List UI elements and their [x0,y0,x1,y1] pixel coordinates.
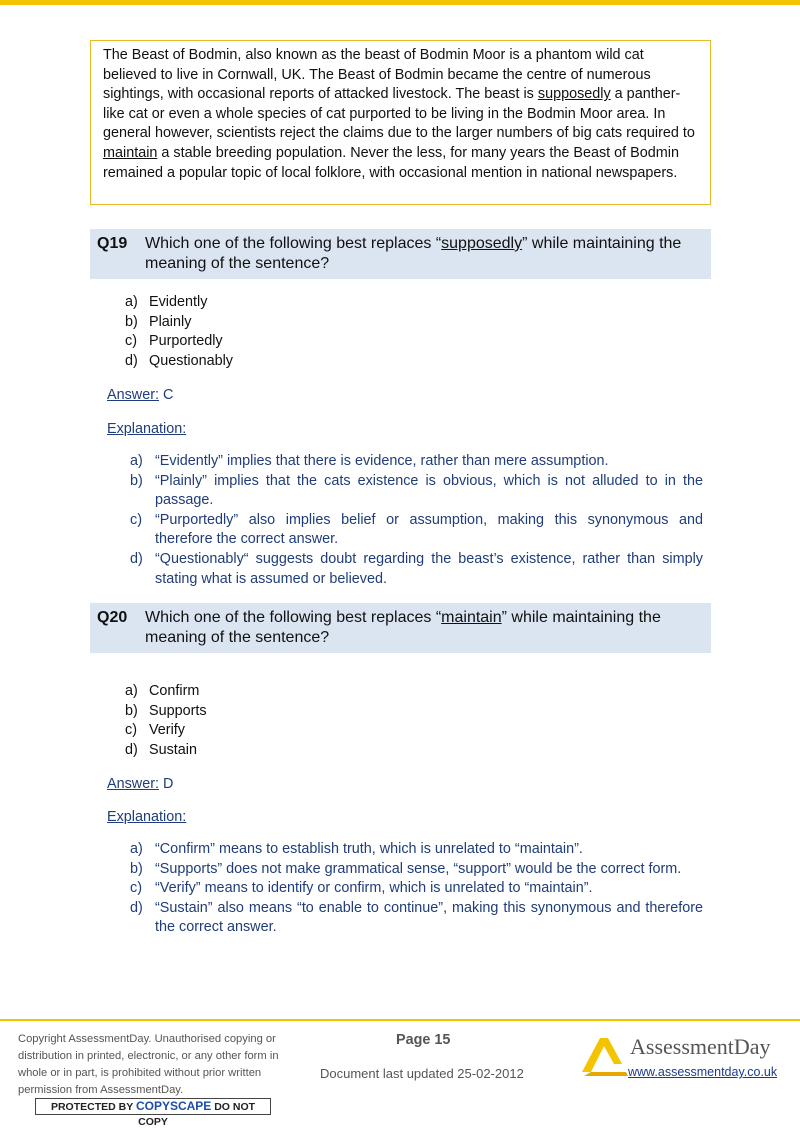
explanation-item [130,879,703,899]
explanation-letter: d) [130,550,143,567]
option-item [125,352,233,372]
passage-box [90,40,711,205]
passage-text-2: a panther-like cat or even a whole species of cat purported to be living in the Bodmin Moor area. In general however, scientists reject the claims due to the larger numbers of big cats required to [103,86,695,142]
option-item [125,332,233,352]
copyscape-badge[interactable] [35,1098,271,1128]
option-text: Supports [149,702,207,719]
question-19-explanation-label: Explanation: [107,421,187,437]
brand-url-link[interactable]: www.assessmentday.co.uk [628,1065,778,1079]
assessmentday-logo-icon [578,1032,630,1078]
copyscape-text-right: DO NOT COPY [138,1101,256,1128]
answer-label: Answer: [107,776,159,792]
option-item [125,682,207,702]
explanation-letter: c) [130,880,142,897]
explanation-text: “Confirm” means to establish truth, which is unrelated to “maintain”. [155,841,583,857]
explanation-letter: c) [130,511,142,528]
passage-text-1: The Beast of Bodmin, also known as the beast of Bodmin Moor is a phantom wild cat believed to live in Cornwall, UK. The Beast of Bodmin became the centre of numerous sightings, with occasional reports of attacked livestock. The beast is [103,47,651,103]
option-item [125,741,207,761]
option-text: Evidently [149,294,208,310]
question-19-options [125,293,233,371]
passage-keyword-supposedly: supposedly [537,86,611,103]
option-letter: c) [125,722,137,739]
question-20-number: Q20 [97,609,128,626]
explanation-item [130,840,703,860]
top-accent-bar [0,0,800,5]
question-20-keyword: maintain [441,609,502,626]
explanation-item [130,550,703,589]
explanation-letter: a) [130,841,143,857]
explanation-letter: b) [130,860,143,877]
option-letter: d) [125,741,138,758]
question-20-text-after: ” while maintaining the meaning of the sentence? [145,609,661,646]
option-text: Verify [149,722,185,739]
option-letter: a) [125,683,138,699]
option-item [125,702,207,722]
question-20-options [125,682,207,760]
option-item [125,293,233,313]
copyright-notice: Copyright AssessmentDay. Unauthorised copying or distribution in printed, electronic, or any other form in whole or in part, is prohibited without prior written permission from AssessmentDay. [18,1033,279,1096]
option-item [125,313,233,333]
answer-label: Answer: [107,387,159,403]
question-19-number: Q19 [97,235,128,252]
question-19-text [145,234,701,274]
question-19-keyword: supposedly [441,235,523,252]
explanation-text: “Purportedly” also implies belief or assumption, making this synonymous and therefore the correct answer. [155,511,703,548]
explanation-text: “Verify” means to identify or confirm, which is unrelated to “maintain”. [155,880,593,897]
option-letter: b) [125,702,138,719]
option-text: Confirm [149,683,200,699]
explanation-letter: a) [130,453,143,469]
option-letter: b) [125,313,138,330]
question-20-text-before: Which one of the following best replaces “ [145,609,442,626]
question-20-header [90,603,711,653]
question-19-header [90,229,711,279]
option-text: Plainly [149,313,192,330]
question-19-explanations [130,452,703,589]
option-text: Purportedly [149,333,223,350]
explanation-letter: d) [130,899,143,916]
explanation-text: “Questionably“ suggests doubt regarding the beast’s existence, rather than simply stating what is assumed or believed. [155,550,703,587]
passage-keyword-maintain: maintain [103,144,158,161]
copyscape-text-left: PROTECTED BY [50,1101,136,1113]
explanation-item [130,511,703,550]
option-text: Sustain [149,741,197,758]
brand-name: AssessmentDay [630,1034,771,1059]
option-letter: a) [125,294,138,310]
answer-value: D [158,776,174,792]
option-text: Questionably [149,352,233,369]
option-letter: c) [125,333,137,350]
question-19-text-before: Which one of the following best replaces “ [145,235,442,252]
question-20-explanations [130,840,703,938]
question-19-answer [107,386,173,404]
question-20-answer [107,775,173,793]
explanation-item [130,860,703,880]
question-19-text-after: ” while maintaining the meaning of the sentence? [145,235,682,272]
option-letter: d) [125,352,138,369]
document-updated-date: Document last updated 25-02-2012 [320,1066,524,1081]
page-number: Page 15 [396,1032,451,1048]
question-20-explanation-label: Explanation: [107,809,187,825]
passage-text-3: a stable breeding population. Never the less, for many years the Beast of Bodmin remained a popular topic of local folklore, with occasional mention in national newspapers. [103,144,679,181]
explanation-item [130,899,703,938]
explanation-text: “Evidently” implies that there is evidence, rather than mere assumption. [155,453,609,469]
option-item [125,721,207,741]
explanation-letter: b) [130,472,143,489]
answer-value: C [158,387,174,403]
explanation-item [130,452,703,472]
explanation-text: “Supports” does not make grammatical sense, “support” would be the correct form. [155,860,682,877]
explanation-item [130,472,703,511]
question-20-text [145,608,701,648]
copyscape-text-brand: COPYSCAPE [135,1099,212,1113]
explanation-text: “Sustain” also means “to enable to continue”, making this synonymous and therefore the correct answer. [155,899,703,936]
explanation-text: “Plainly” implies that the cats existence is obvious, which is not alluded to in the passage. [155,472,703,509]
footer-divider [0,1019,800,1021]
